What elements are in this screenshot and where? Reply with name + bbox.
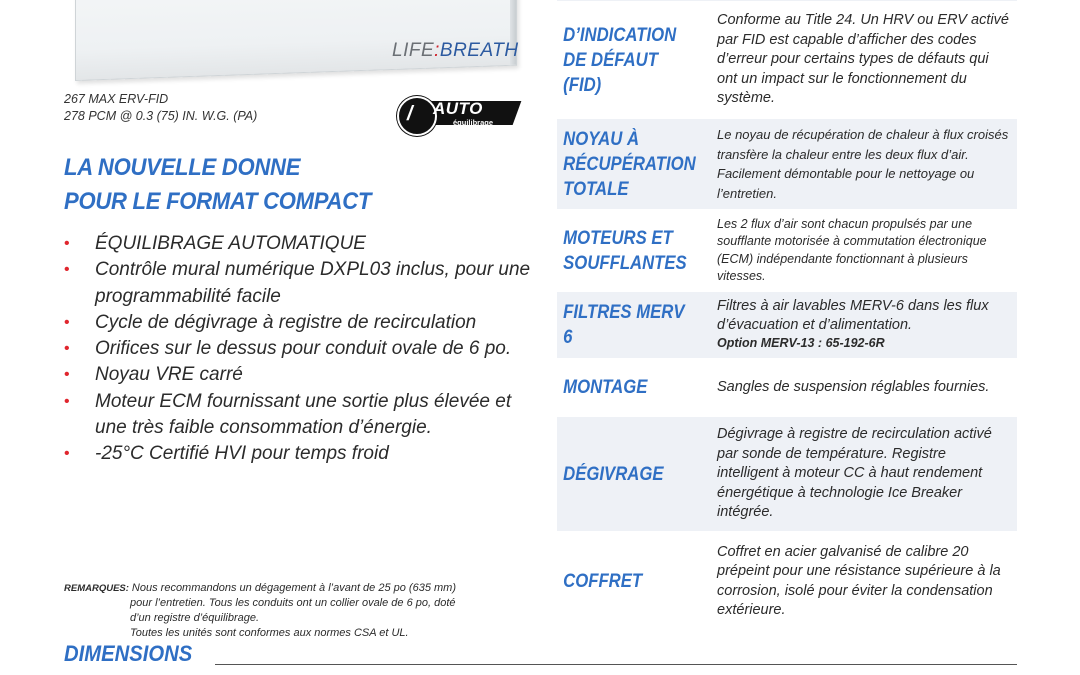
feature-text: Orifices sur le dessus pour conduit ovale de 6 po. [95, 338, 512, 360]
feature-item [64, 257, 534, 310]
auto-balancing-badge [397, 96, 521, 134]
spec-desc: Sangles de suspension réglables fournies. [717, 378, 990, 395]
feature-list [64, 231, 534, 468]
spec-label: DÉGIVRAGE [563, 463, 664, 485]
filter-option: Option MERV-13 : 65-192-6R [717, 336, 885, 351]
spec-label: FILTRES MERV 6 [563, 302, 685, 348]
spec-row-motors [557, 212, 1017, 289]
spec-row-top-cut [557, 0, 1017, 1]
model-airflow: 278 PCM @ 0.3 (75) IN. W.G. (PA) [64, 109, 258, 123]
feature-item [64, 362, 534, 388]
feature-item [64, 336, 534, 362]
spec-row-fid [557, 4, 1017, 116]
bullet-icon: • [64, 261, 70, 279]
bullet-icon: • [64, 235, 70, 252]
feature-item [64, 389, 534, 442]
bullet-icon: • [64, 445, 70, 463]
spec-desc: Dégivrage à registre de recirculation activé par sonde de température. Registre intelligent à moteur CC à haut rendement énergétique à technologie Ice Breaker intégrée. [717, 426, 992, 521]
headline-line-2: POUR LE FORMAT COMPACT [64, 188, 372, 215]
remarks-label: REMARQUES: [64, 583, 129, 594]
logo-text-prefix: LIFE [392, 40, 435, 61]
balance-icon: / [397, 96, 437, 136]
feature-item [64, 310, 534, 336]
feature-text: ÉQUILIBRAGE AUTOMATIQUE [95, 233, 366, 254]
headline-line-1: LA NOUVELLE DONNE [64, 154, 301, 181]
feature-text: Cycle de dégivrage à registre de recirculation [95, 311, 477, 333]
bullet-icon: • [64, 340, 70, 358]
bullet-icon: • [64, 313, 70, 331]
lifebreath-logo [392, 40, 519, 62]
bullet-icon: • [64, 366, 70, 384]
model-info [64, 91, 257, 125]
feature-text: Contrôle mural numérique DXPL03 inclus, pour une programmabilité facile [95, 259, 531, 307]
logo-text-suffix: BREATH [439, 40, 519, 61]
remarks-line-4: Toutes les unités sont conformes aux normes CSA et UL. [130, 627, 409, 639]
spec-label: MOTEURS ET SOUFFLANTES [563, 227, 687, 274]
spec-table [557, 0, 1017, 632]
remarks-line-1: Nous recommandons un dégagement à l’avant de 25 po (635 mm) [131, 582, 456, 594]
dimensions-divider [215, 664, 1017, 665]
dimensions-heading: DIMENSIONS [64, 641, 193, 666]
spec-row-cabinet [557, 534, 1017, 629]
feature-text: Moteur ECM fournissant une sortie plus élevée et une très faible consommation d’énergie. [95, 390, 512, 439]
spec-desc: Coffret en acier galvanisé de calibre 20 prépeint pour une résistance supérieure à la corrosion, isolé pour éviter la condensation extérieure. [717, 543, 1001, 618]
page-headline [64, 151, 371, 219]
spec-desc: Les 2 flux d’air sont chacun propulsés par une soufflante motorisée à commutation électronique (ECM) indépendante fonctionnant à plusieurs vitesses. [717, 216, 987, 283]
bullet-icon: • [64, 392, 70, 410]
spec-row-filters [557, 292, 1017, 358]
logo-accent-icon: : [434, 40, 440, 61]
badge-word: AUTO [433, 99, 483, 118]
remarks-block [64, 581, 544, 641]
spec-label: COFFRET [563, 571, 643, 592]
remarks-line-2: pour l’entretien. Tous les conduits ont un collier ovale de 6 po, doté [130, 597, 456, 609]
spec-desc: Le noyau de récupération de chaleur à flux croisés transfère la chaleur entre les deux flux d’air. Facilement démontable pour le nettoyage ou l’entretien. [717, 127, 1009, 201]
spec-row-core [557, 119, 1017, 209]
badge-subtitle: équilibrage [453, 118, 494, 127]
spec-row-mounting [557, 361, 1017, 414]
spec-desc-text: Filtres à air lavables MERV-6 dans les flux d’évacuation et d’alimentation. [717, 298, 989, 333]
spec-label: MONTAGE [563, 377, 648, 398]
spec-label: D’INDICATION DE DÉFAUT (FID) [563, 24, 677, 96]
spec-label: NOYAU À RÉCUPÉRATION TOTALE [563, 128, 696, 200]
feature-item [64, 441, 534, 467]
spec-desc: Conforme au Title 24. Un HRV ou ERV activé par FID est capable d’afficher des codes d’erreur pour certains types de défauts qui ont un impact sur le fonctionnement du système. [717, 12, 1009, 107]
feature-text: Noyau VRE carré [95, 364, 243, 386]
remarks-line-3: d’un registre d’équilibrage. [130, 612, 260, 624]
feature-text: -25°C Certifié HVI pour temps froid [95, 443, 389, 465]
model-name: 267 MAX ERV-FID [64, 92, 169, 106]
spec-desc [707, 297, 1010, 353]
spec-row-defrost [557, 417, 1017, 531]
feature-item [64, 231, 534, 257]
